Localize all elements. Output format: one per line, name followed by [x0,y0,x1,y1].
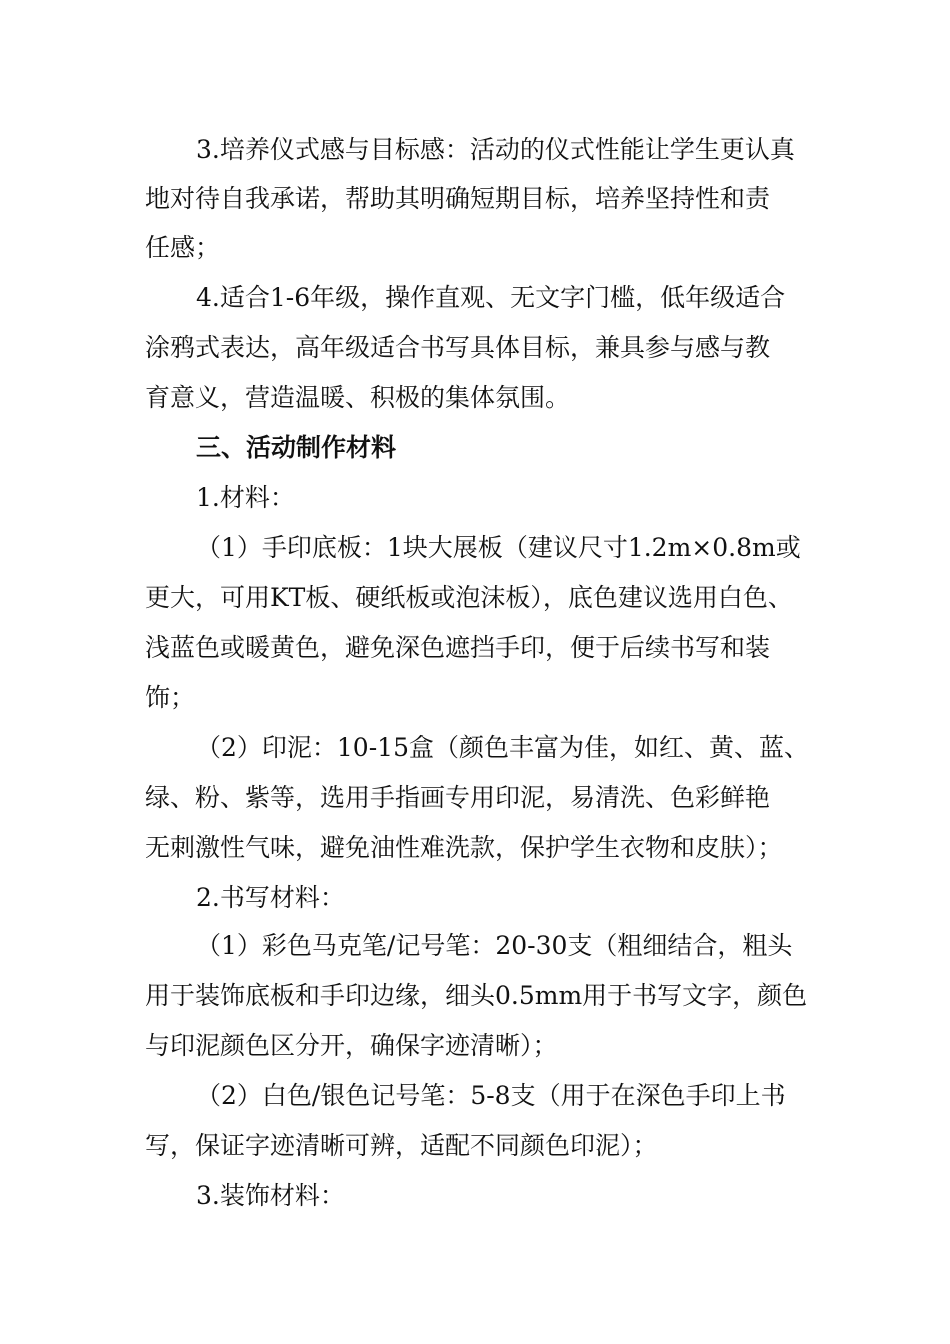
text-line-12: 饰； [145,683,196,712]
text-line-4: 4.适合1-6年级，操作直观、无文字门槛，低年级适合 [196,283,786,312]
text-line-9: （1）手印底板：1块大展板（建议尺寸1.2m×0.8m或 [196,533,801,562]
text-line-3: 任感； [145,233,221,262]
text-line-20: （2）白色/银色记号笔：5-8支（用于在深色手印上书 [196,1081,786,1110]
text-line-13: （2）印泥：10-15盒（颜色丰富为佳，如红、黄、蓝、 [196,733,809,762]
text-line-16: 2.书写材料： [196,883,345,912]
text-line-21: 写，保证字迹清晰可辨，适配不同颜色印泥）； [145,1131,658,1160]
text-line-5: 涂鸦式表达，高年级适合书写具体目标，兼具参与感与教 [145,333,771,362]
text-line-6: 育意义，营造温暖、积极的集体氛围。 [145,383,571,412]
text-line-18: 用于装饰底板和手印边缘，细头0.5mm用于书写文字，颜色 [145,981,808,1010]
text-line-17: （1）彩色马克笔/记号笔：20-30支（粗细结合，粗头 [196,931,793,960]
text-line-19: 与印泥颜色区分开，确保字迹清晰）； [145,1031,558,1060]
text-line-11: 浅蓝色或暖黄色，避免深色遮挡手印，便于后续书写和装 [145,633,771,662]
text-line-1: 3.培养仪式感与目标感：活动的仪式性能让学生更认真 [196,135,795,164]
text-line-10: 更大，可用KT板、硬纸板或泡沫板），底色建议选用白色、 [145,583,793,612]
text-line-14: 绿、粉、紫等，选用手指画专用印泥，易清洗、色彩鲜艳 [145,783,771,812]
text-line-2: 地对待自我承诺，帮助其明确短期目标，培养坚持性和责 [145,184,771,213]
section-heading: 三、活动制作材料 [196,433,397,462]
text-line-8: 1.材料： [196,483,295,512]
text-line-15: 无刺激性气味，避免油性难洗款，保护学生衣物和皮肤）； [145,833,783,862]
text-line-22: 3.装饰材料： [196,1181,345,1210]
